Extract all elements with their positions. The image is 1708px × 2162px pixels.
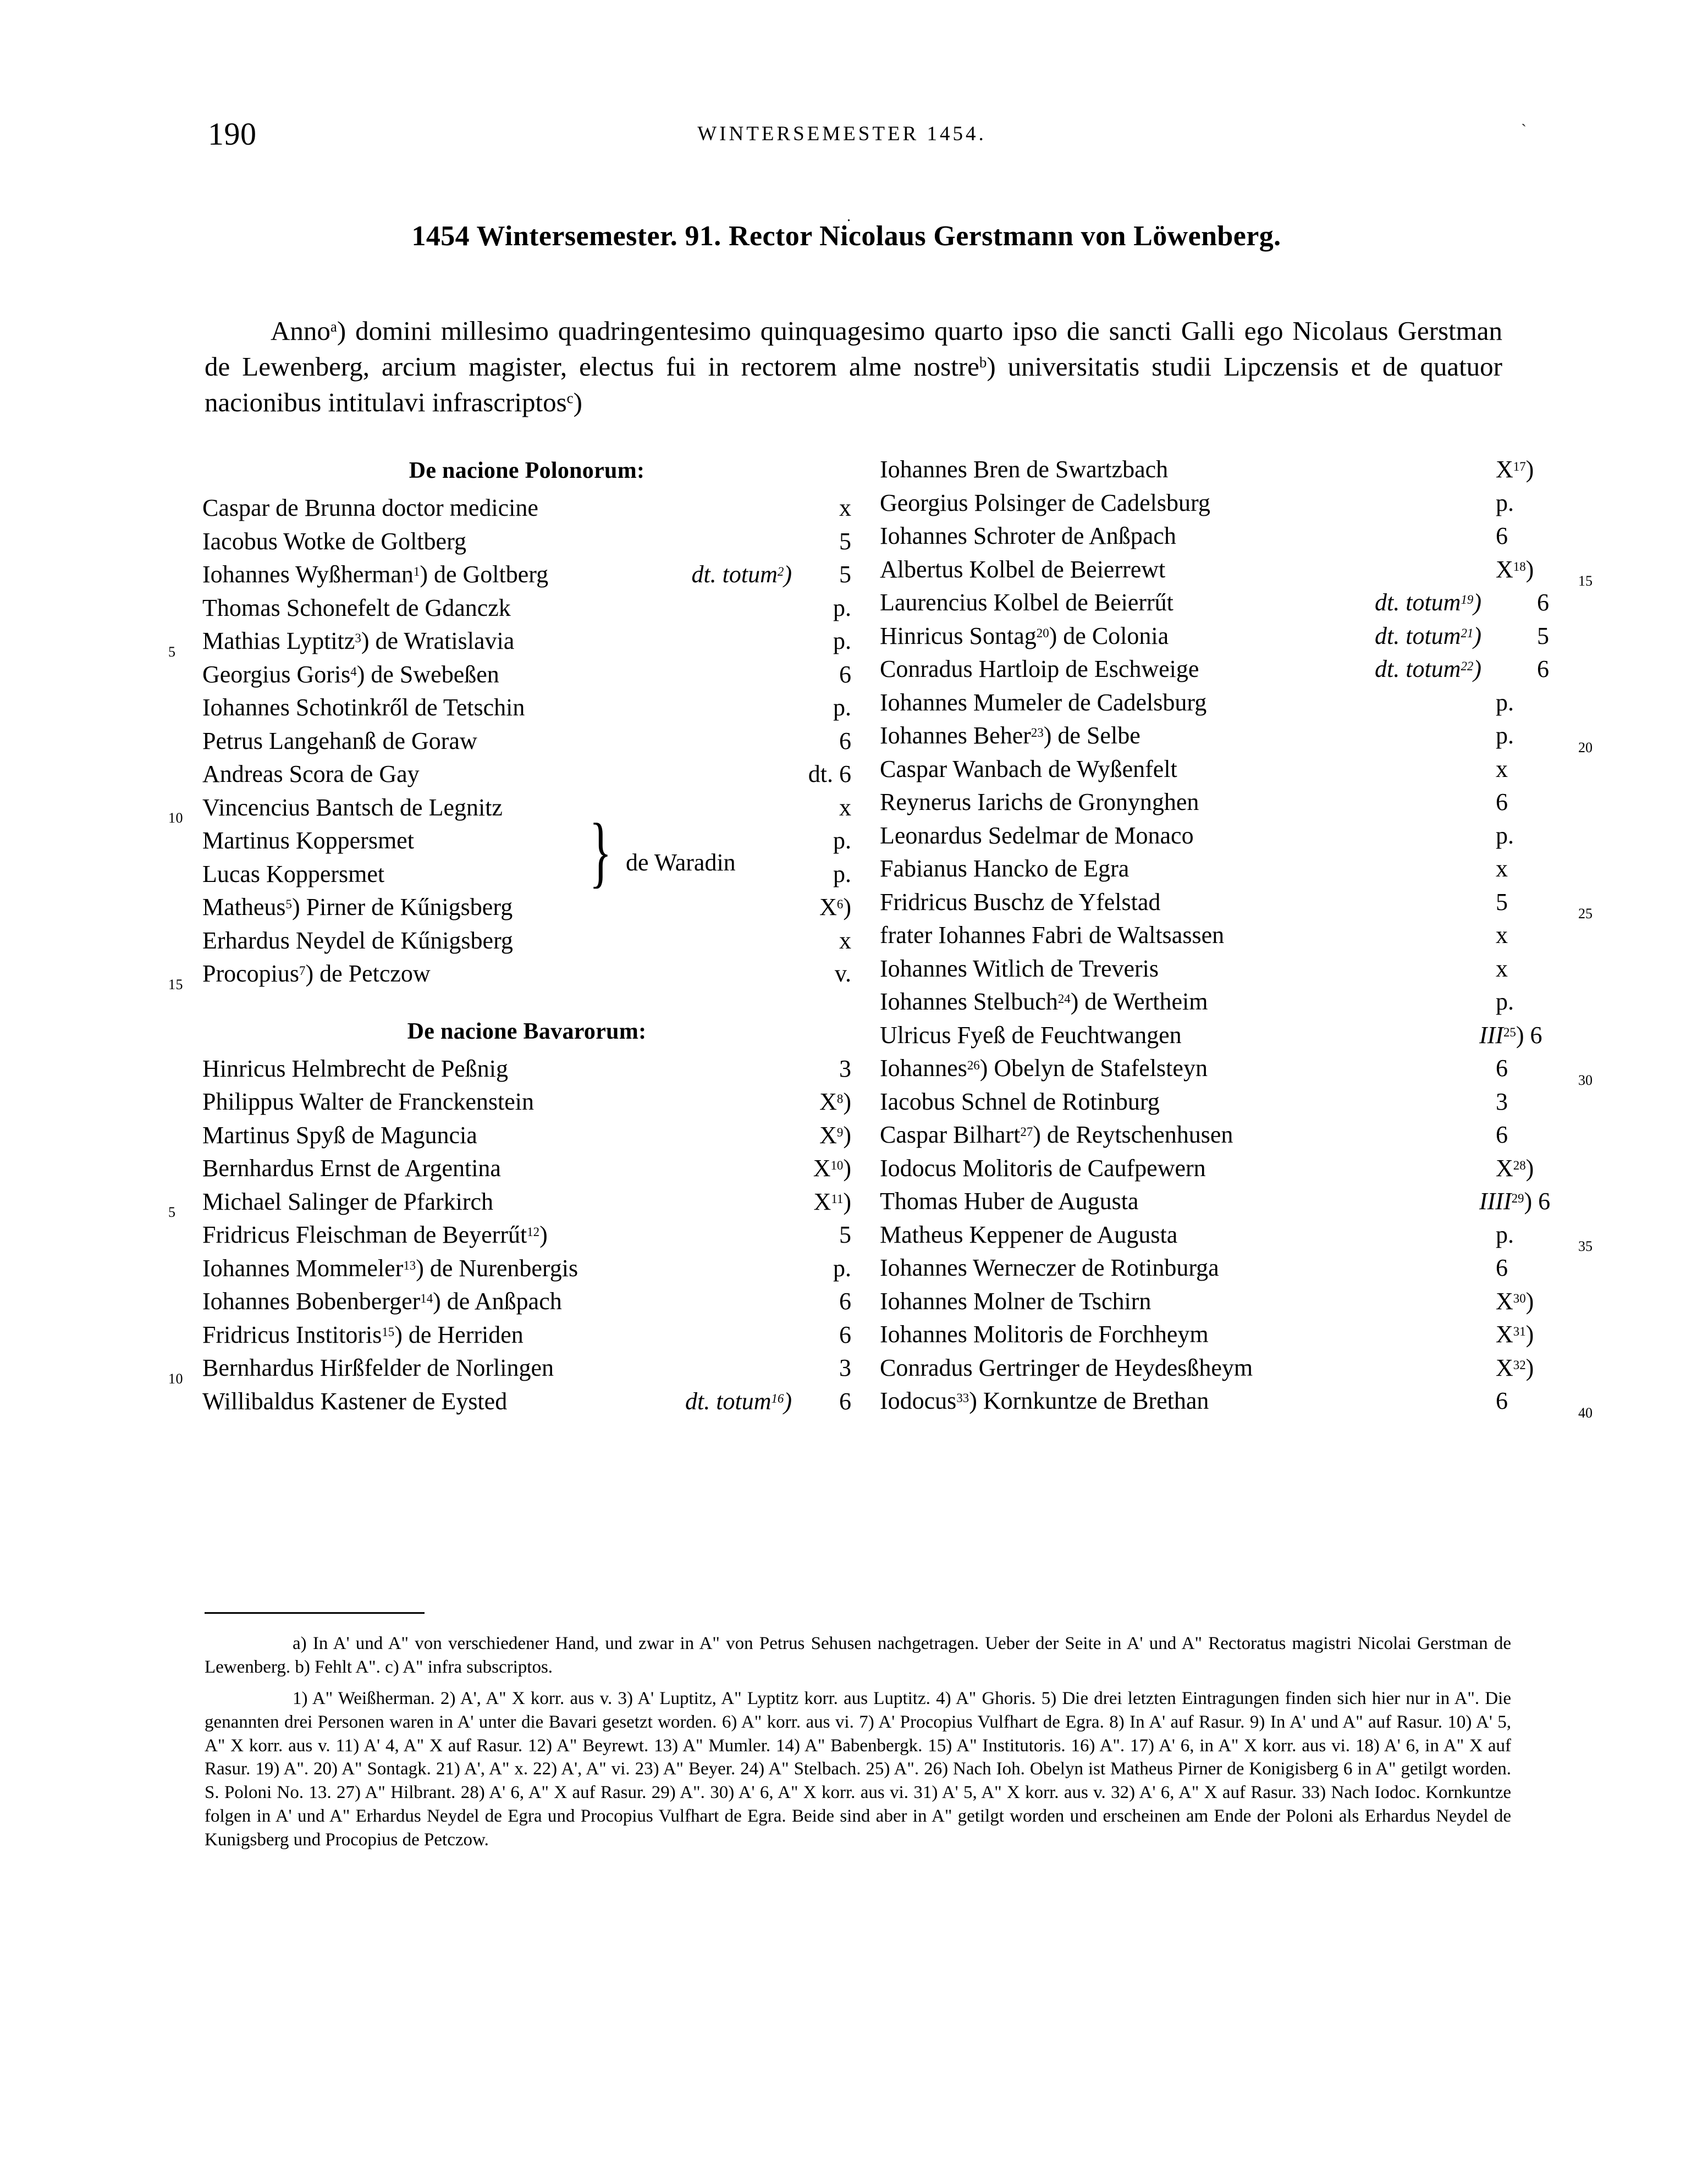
register-entry: [880, 857, 1611, 890]
line-number: 15: [1578, 573, 1593, 589]
entry-name: Lucas Koppersmet: [202, 860, 385, 887]
entry-annotation: dt. totum$^{21}$): [1375, 622, 1481, 649]
entry-name: Caspar Bilhart$^{27}$) de Reytschenhusen: [880, 1121, 1233, 1148]
intro-text-2: ) domini millesimo quadringentesimo quinquagesimo quarto ipso die sancti Galli ego Nicolaus Gerstman de Lewenberg, arcium magister, electus fui in rectorem alme nostre: [205, 316, 1502, 382]
entry-payment: p.: [1496, 1221, 1514, 1248]
scan-speck: .: [847, 208, 851, 225]
entry-payment: x: [1496, 955, 1508, 982]
entry-payment: 3: [839, 1055, 851, 1082]
entry-payment: x: [839, 494, 851, 521]
entry-name: Bernhardus Ernst de Argentina: [202, 1155, 501, 1182]
register-entry: [880, 1356, 1611, 1389]
register-entry: [880, 591, 1611, 624]
entry-payment: p.: [833, 594, 851, 621]
register-entry: [202, 1323, 851, 1356]
register-entry: [880, 923, 1611, 957]
entry-payment: p.: [833, 860, 851, 887]
entry-payment: 6: [839, 660, 851, 688]
register-entry: [880, 821, 1611, 857]
entry-name: Iohannes Schroter de Anßpach: [880, 522, 1176, 549]
register-column-right: [880, 457, 1611, 1422]
register-entry: [202, 1123, 851, 1157]
entry-name: Georgius Polsinger de Cadelsburg: [880, 489, 1210, 516]
register-entry: [202, 829, 851, 862]
footnote-marker-b: b: [979, 354, 987, 371]
entry-payment: 6: [839, 1288, 851, 1315]
register-entry: [202, 660, 851, 696]
entry-payment: 6: [1496, 788, 1508, 815]
entry-name: Fabianus Hancko de Egra: [880, 855, 1130, 882]
entry-payment: 6: [1496, 522, 1508, 549]
register-entry: [202, 1256, 851, 1290]
entry-payment: 6: [839, 1387, 851, 1415]
entry-payment: x: [839, 926, 851, 954]
entry-name: Iohannes Molitoris de Forchheym: [880, 1321, 1209, 1348]
entry-name: Petrus Langehanß de Goraw: [202, 727, 477, 754]
line-number: 30: [1578, 1072, 1593, 1088]
entry-name: Iohannes Schotinkről de Tetschin: [202, 694, 525, 721]
entry-payment: 3: [1496, 1088, 1508, 1115]
entry-payment: $X^9$): [819, 1121, 851, 1149]
register-entry: [880, 1389, 1611, 1422]
entry-payment: p.: [1496, 489, 1514, 516]
register-entry: [202, 862, 851, 896]
entry-name: Martinus Spyß de Maguncia: [202, 1121, 477, 1149]
entry-annotation: dt. totum$^{22}$): [1375, 655, 1481, 682]
register-entry: [202, 696, 851, 729]
entry-payment: IIII$^{29}$) 6: [1479, 1188, 1551, 1215]
register-entry: [880, 524, 1611, 558]
entry-name: Fridricus Fleischman de Beyerrűt$^{12}$): [202, 1221, 548, 1248]
entry-payment: 6: [1496, 1387, 1508, 1414]
entry-payment: x: [839, 793, 851, 821]
entry-payment: III$^{25}$) 6: [1479, 1021, 1542, 1049]
curly-brace-icon: }: [589, 807, 612, 896]
intro-text-3: ) universitatis studii Lipczensis et de quatuor nacionibus intitulavi infrascriptos: [205, 351, 1502, 418]
register-entry: [880, 1256, 1611, 1289]
entry-name: Iohannes Bobenberger$^{14}$) de Anßpach: [202, 1288, 562, 1315]
entry-payment: dt. 6: [808, 760, 851, 787]
entry-payment: 6: [1496, 1254, 1508, 1281]
register-entry: [880, 1056, 1611, 1090]
entry-name: Vincencius Bantsch de Legnitz: [202, 793, 503, 821]
student-register: [0, 457, 1708, 1579]
entry-name: Willibaldus Kastener de Eysted: [202, 1387, 508, 1415]
scan-artifact-mark: `: [1521, 121, 1527, 139]
entry-name: Caspar de Brunna doctor medicine: [202, 494, 538, 521]
entry-name: Reynerus Iarichs de Gronynghen: [880, 788, 1199, 815]
entry-payment: 5: [839, 561, 851, 588]
register-entry: [880, 657, 1611, 691]
entry-name: Iohannes Wyßherman$^1$) de Goltberg: [202, 561, 549, 588]
line-number: 20: [1578, 739, 1593, 755]
intro-text-1: Anno: [271, 316, 330, 346]
entry-name: Conradus Hartloip de Eschweige: [880, 655, 1199, 682]
entry-name: Iacobus Wotke de Goltberg: [202, 527, 466, 555]
entry-payment: $X^8$): [819, 1088, 851, 1115]
section-title: 1454 Wintersemester. 91. Rector Nicolaus Gerstmann von Löwenberg.: [411, 220, 1281, 252]
line-number: 40: [1578, 1404, 1593, 1421]
rector-introduction: [205, 313, 1502, 420]
entry-payment: $X^{18}$): [1496, 555, 1534, 583]
register-entry: [880, 624, 1611, 658]
entry-annotation: dt. totum$^{16}$): [685, 1387, 792, 1415]
register-entry: [880, 890, 1611, 924]
entry-payment: 5: [1537, 622, 1549, 649]
entry-name: Erhardus Neydel de Kűnigsberg: [202, 926, 513, 954]
entry-name: Matheus$^5$) Pirner de Kűnigsberg: [202, 894, 513, 920]
entry-name: Fridricus Institoris$^{15}$) de Herriden: [202, 1321, 524, 1348]
entry-payment: 6: [1496, 1055, 1508, 1082]
entry-payment: p.: [833, 627, 851, 654]
entry-name: Laurencius Kolbel de Beierrűt: [880, 589, 1173, 616]
entry-payment: 6: [1496, 1121, 1508, 1148]
apparatus-letter-notes: a) In A' und A" von verschiedener Hand, und zwar in A" von Petrus Sehusen nachgetragen. Ueber der Seite in A' und A" Rectoratus magistri Nicolai Gerstman de Lewenberg. b) Fehlt A". c) A" infra subscriptos.: [205, 1634, 1511, 1677]
line-number: 10: [168, 1370, 183, 1387]
register-entry: [880, 724, 1611, 757]
entry-name: Matheus Keppener de Augusta: [880, 1221, 1178, 1248]
entry-payment: 3: [839, 1354, 851, 1381]
entry-name: Martinus Koppersmet: [202, 827, 414, 854]
register-entry: [880, 491, 1611, 525]
entry-payment: $X^6$): [819, 894, 851, 920]
register-entry: [880, 1223, 1611, 1256]
register-entry: [168, 793, 851, 829]
register-entry: [880, 1189, 1611, 1223]
entry-payment: p.: [1496, 722, 1514, 749]
register-entry: [202, 762, 851, 796]
register-entry: [202, 1223, 851, 1256]
line-number: 15: [168, 976, 183, 992]
register-entry: [880, 457, 1611, 491]
line-number: 35: [1578, 1238, 1593, 1254]
entry-name: Michael Salinger de Pfarkirch: [202, 1188, 494, 1215]
register-entry: [168, 1188, 851, 1223]
register-column-left: [168, 457, 851, 1422]
footnote-marker-c: c: [566, 390, 574, 407]
register-entry: [880, 1289, 1611, 1323]
entry-payment: 6: [1537, 589, 1549, 616]
entry-payment: p.: [1496, 688, 1514, 716]
entry-payment: $X^{17}$): [1496, 456, 1534, 483]
entry-payment: $X^{32}$): [1496, 1354, 1534, 1381]
entry-annotation: dt. totum$^2$): [691, 561, 792, 588]
entry-name: Iohannes Bren de Swartzbach: [880, 456, 1169, 483]
entry-name: Philippus Walter de Franckenstein: [202, 1088, 534, 1115]
register-entry: [168, 627, 851, 663]
entry-payment: 6: [839, 727, 851, 754]
apparatus-numbered-notes: 1) A" Weißherman. 2) A', A" X korr. aus v. 3) A' Luptitz, A" Lyptitz korr. aus Luptitz. 4) A" Ghoris. 5) Die drei letzten Eintragungen finden sich hier nur in A". Die genannten drei Personen waren in A' unter die Bavari gesetzt worden. 6) A" korr. aus vi. 7) A' Procopius Vulfhart de Egra. 8) In A' auf Rasur. 9) In A' und A" auf Rasur. 10) A' 5, A" X korr. aus v. 11) A' 4, A" X auf Rasur. 12) A" Beyrewt. 13) A" Mumler. 14) A" Babenbergk. 15) A" Institutoris. 16) A". 17) A' 6, in A" X korr. aus vi. 18) A' 6, in A" X auf Rasur. 19) A". 20) A" Sontagk. 21) A', A" x. 22) A', A" vi. 23) A" Beyer. 24) A" Stelbach. 25) A". 26) Nach Ioh. Obelyn ist Matheus Pirner de Konigisberg 6 in A" getilgt worden. S. Poloni No. 13. 27) A" Hilbrant. 28) A' 6, A" X auf Rasur. 29) A". 30) A' 6, A" X korr. aus vi. 31) A' 5, A" X korr. aus v. 32) A' 6, A" X auf Rasur. 33) Nach Iodoc. Kornkuntze folgen in A' und A" Erhardus Neydel de Egra und Procopius Vulfhart de Egra. Beide sind aber in A" getilgt worden und erscheinen am Ende der Poloni als Erhardus Neydel de Kunigsberg und Procopius de Petczow.: [205, 1688, 1511, 1850]
entry-payment: p.: [1496, 988, 1514, 1015]
entry-name: frater Iohannes Fabri de Waltsassen: [880, 922, 1225, 948]
footnote-marker-a: a: [330, 318, 337, 335]
register-entry: [880, 757, 1611, 791]
entry-name: Leonardus Sedelmar de Monaco: [880, 821, 1194, 849]
entry-payment: x: [1496, 855, 1508, 882]
entry-payment: 6: [839, 1321, 851, 1348]
register-entry: [202, 562, 851, 596]
entry-name: Iohannes Beher$^{23}$) de Selbe: [880, 722, 1140, 749]
entry-annotation: dt. totum$^{19}$): [1375, 589, 1481, 616]
register-entry: [880, 957, 1611, 990]
register-entry: [880, 1023, 1611, 1057]
entry-name: Andreas Scora de Gay: [202, 760, 420, 787]
page-number: 190: [208, 116, 257, 152]
register-entry: [168, 1354, 851, 1389]
register-entry: [202, 926, 851, 962]
entry-payment: p.: [833, 694, 851, 721]
critical-apparatus: [205, 1632, 1511, 1852]
entry-payment: $X^{30}$): [1496, 1287, 1534, 1315]
register-entry: [202, 496, 851, 530]
entry-name: Albertus Kolbel de Beierrewt: [880, 555, 1166, 583]
register-entry: [168, 960, 851, 995]
register-entry: [202, 596, 851, 630]
nation-heading: De nacione Bavarorum:: [407, 1018, 647, 1044]
entry-payment: v.: [834, 960, 851, 987]
entry-payment: p.: [833, 1254, 851, 1282]
register-entry: [202, 895, 851, 929]
entry-name: Iohannes Stelbuch$^{24}$) de Wertheim: [880, 988, 1208, 1015]
entry-name: Iohannes Mumeler de Cadelsburg: [880, 688, 1207, 716]
nation-heading: De nacione Polonorum:: [409, 458, 645, 483]
entry-payment: $X^{31}$): [1496, 1321, 1534, 1348]
entry-payment: p.: [833, 827, 851, 854]
register-entry: [880, 1322, 1611, 1356]
entry-name: Iohannes Molner de Tschirn: [880, 1287, 1151, 1315]
line-number: 5: [168, 643, 176, 660]
line-number: 5: [168, 1204, 176, 1220]
register-entry: [880, 1123, 1611, 1156]
register-entry: [202, 1057, 851, 1090]
entry-name: Fridricus Buschz de Yfelstad: [880, 888, 1161, 915]
entry-name: Hinricus Helmbrecht de Peßnig: [202, 1055, 508, 1082]
entry-name: Procopius$^7$) de Petczow: [202, 960, 431, 987]
shared-origin-label: de Waradin: [626, 849, 736, 876]
footnote-separator-rule: [205, 1612, 425, 1614]
entry-payment: x: [1496, 922, 1508, 948]
intro-text-4: ): [573, 387, 582, 418]
entry-name: Iodocus$^{33}$) Kornkuntze de Brethan: [880, 1387, 1209, 1414]
entry-name: Iohannes$^{26}$) Obelyn de Stafelsteyn: [880, 1055, 1208, 1082]
entry-payment: $X^{11}$): [813, 1188, 851, 1215]
running-head-title: WINTERSEMESTER 1454.: [697, 123, 987, 145]
register-entry: [202, 1156, 851, 1190]
entry-name: Iohannes Werneczer de Rotinburga: [880, 1254, 1219, 1281]
entry-name: Thomas Huber de Augusta: [880, 1188, 1139, 1215]
register-entry: [202, 729, 851, 763]
entry-name: Caspar Wanbach de Wyßenfelt: [880, 755, 1177, 782]
entry-payment: x: [1496, 755, 1508, 782]
register-entry: [202, 1289, 851, 1323]
register-entry: [880, 555, 1611, 591]
entry-name: Georgius Goris$^4$) de Swebeßen: [202, 660, 499, 688]
entry-payment: 5: [839, 1221, 851, 1248]
entry-name: Conradus Gertringer de Heydesßheym: [880, 1354, 1253, 1381]
line-number: 25: [1578, 906, 1593, 922]
register-entry: [880, 688, 1611, 724]
register-entry: [202, 1090, 851, 1123]
register-entry: [880, 990, 1611, 1023]
register-entry: [880, 1090, 1611, 1123]
register-entry: [202, 527, 851, 563]
entry-name: Thomas Schonefelt de Gdanczk: [202, 594, 511, 621]
register-entry: [880, 1156, 1611, 1190]
entry-payment: 6: [1537, 655, 1549, 682]
entry-name: Mathias Lyptitz$^3$) de Wratislavia: [202, 627, 515, 654]
register-entry: [880, 790, 1611, 824]
entry-payment: $X^{28}$): [1496, 1154, 1534, 1182]
entry-name: Ulricus Fyeß de Feuchtwangen: [880, 1021, 1182, 1049]
entry-name: Iacobus Schnel de Rotinburg: [880, 1088, 1160, 1115]
entry-name: Iohannes Witlich de Treveris: [880, 955, 1159, 982]
entry-payment: p.: [1496, 821, 1514, 849]
entry-payment: 5: [839, 527, 851, 555]
entry-name: Iodocus Molitoris de Caufpewern: [880, 1154, 1206, 1182]
line-number: 10: [168, 810, 183, 826]
entry-payment: $X^{10}$): [813, 1155, 851, 1182]
register-entry: [202, 1389, 851, 1423]
running-head: [0, 115, 1708, 154]
entry-payment: 5: [1496, 888, 1508, 915]
entry-name: Hinricus Sontag$^{20}$) de Colonia: [880, 622, 1169, 649]
entry-name: Bernhardus Hirßfelder de Norlingen: [202, 1354, 554, 1381]
entry-name: Iohannes Mommeler$^{13}$) de Nurenbergis: [202, 1254, 578, 1282]
